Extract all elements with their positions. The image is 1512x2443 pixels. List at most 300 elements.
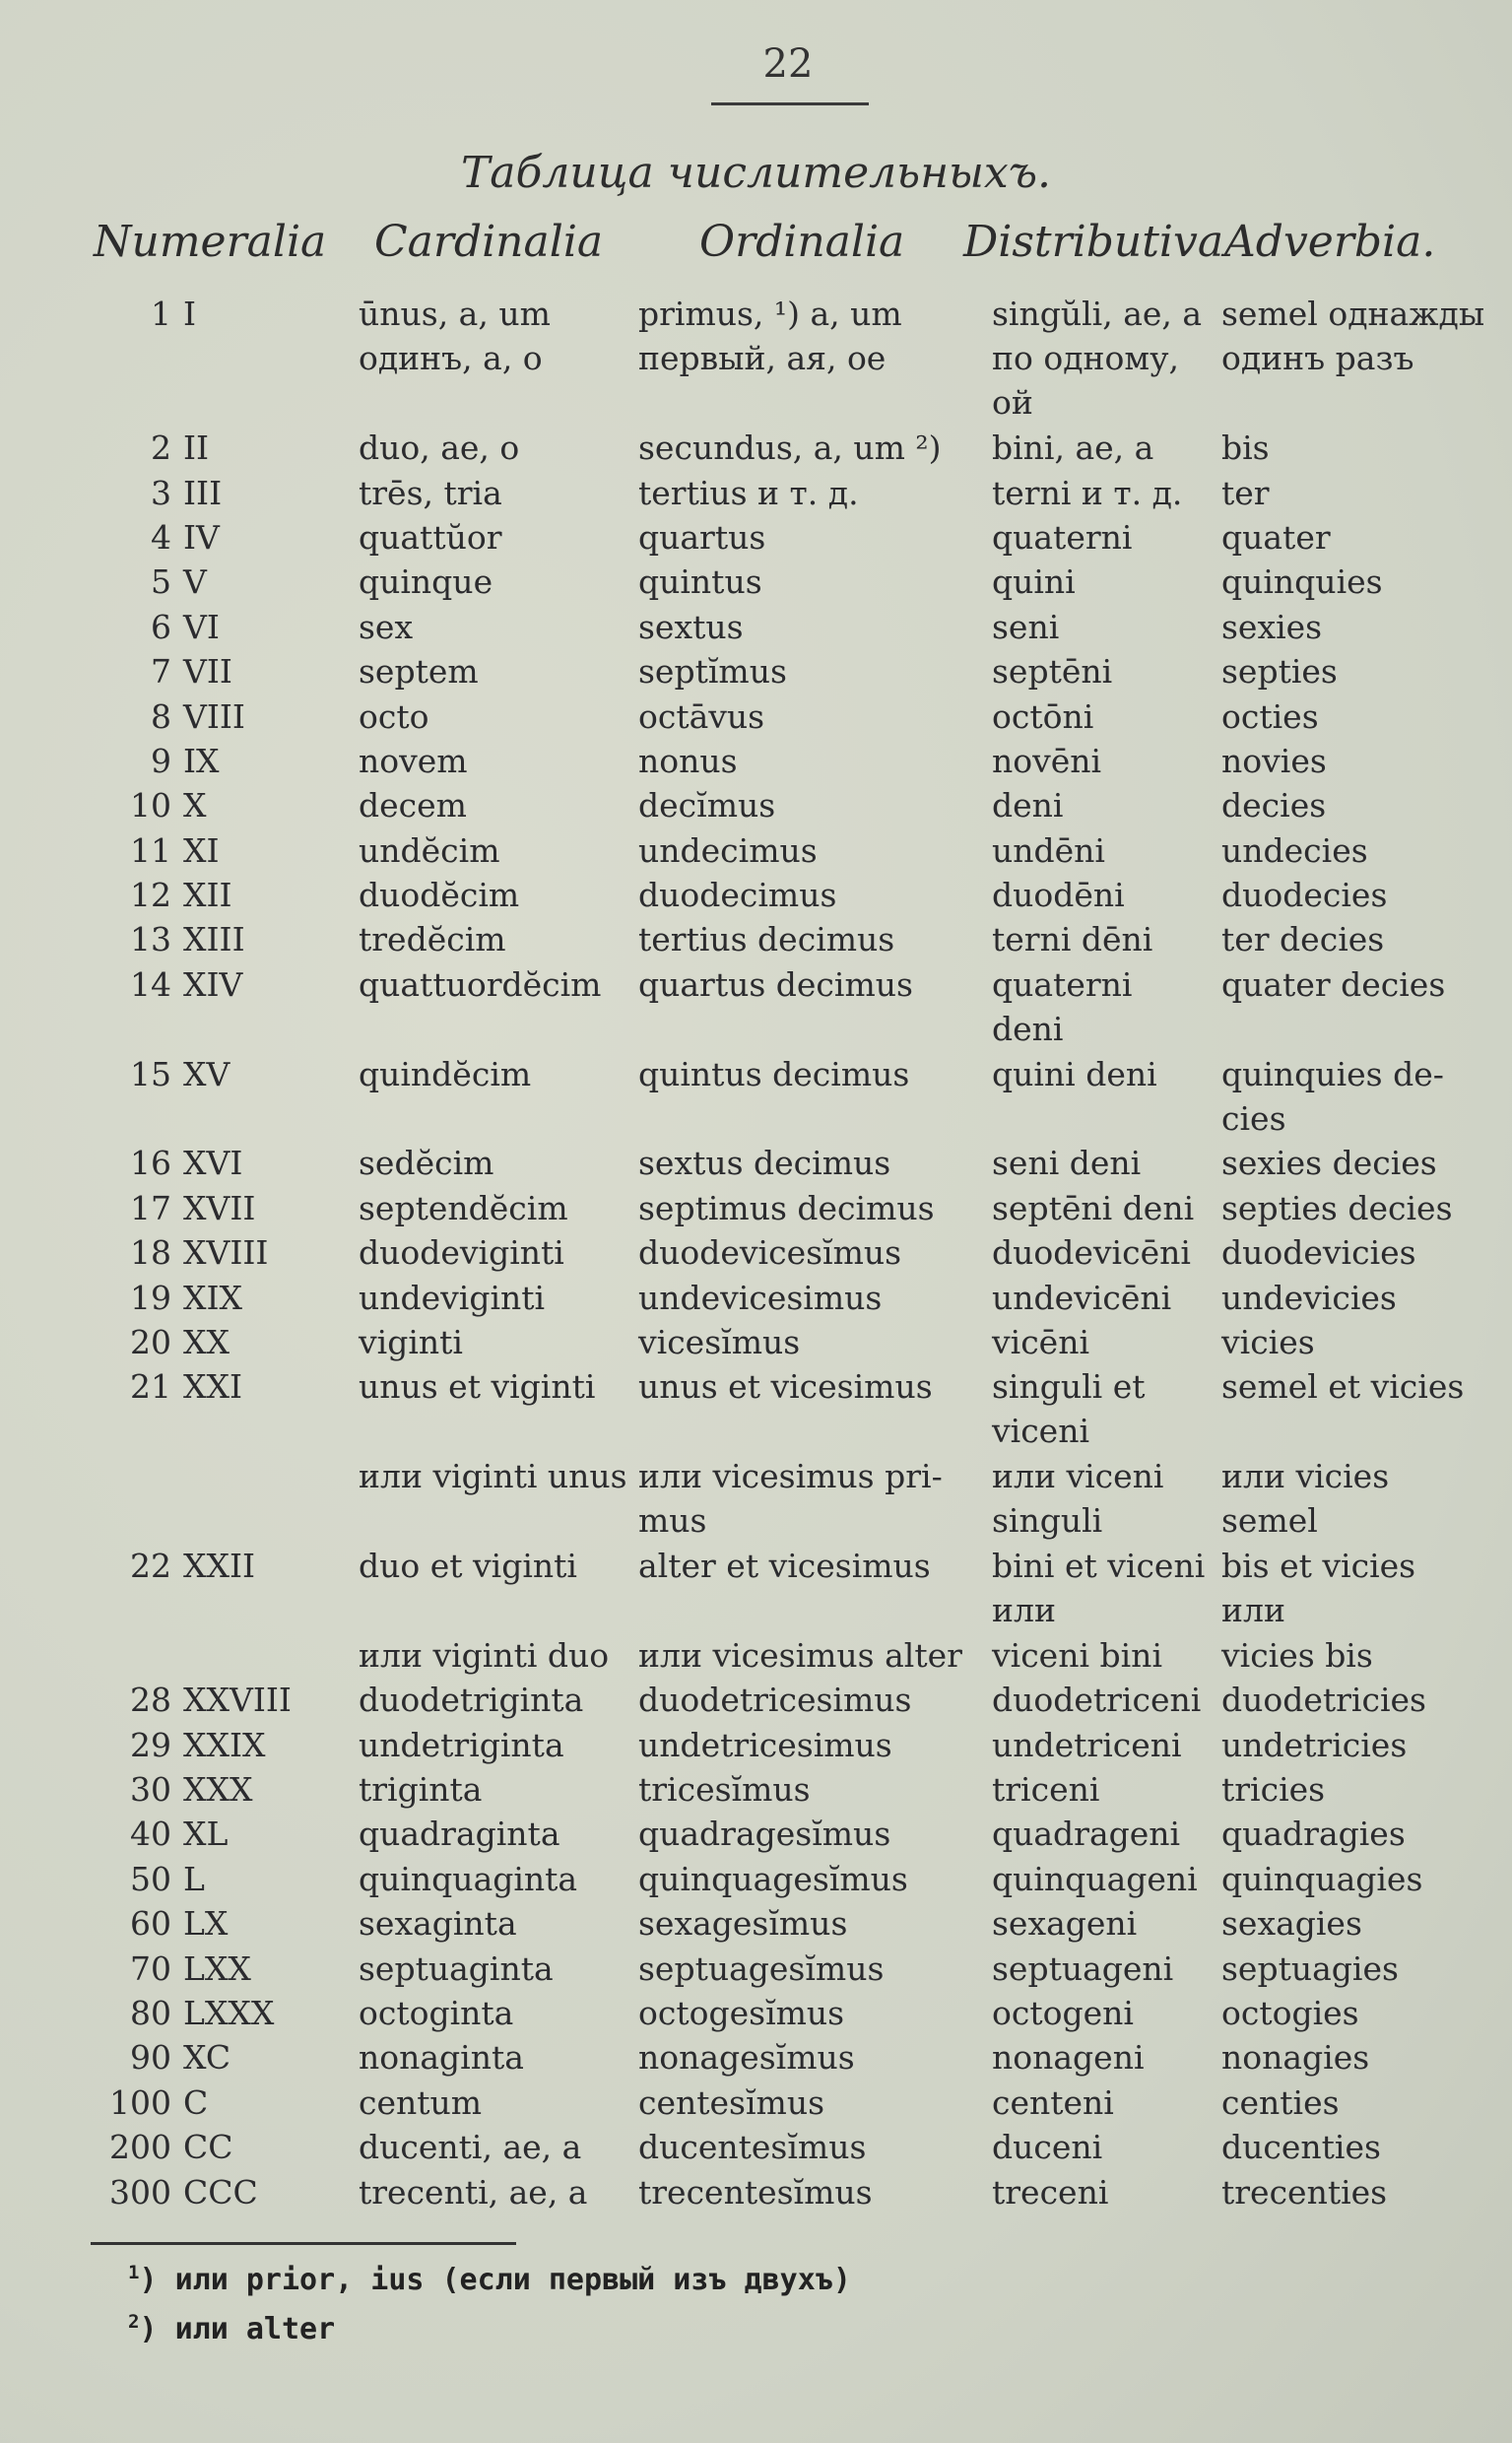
table-row: [0, 1276, 1512, 1320]
roman-cell-line: XIX: [183, 1278, 243, 1317]
adverb-cell-line: или vicies: [1221, 1457, 1390, 1496]
roman-cell-line: CC: [183, 2128, 233, 2167]
distributive-cell: [992, 1364, 1216, 1453]
number-cell-line: 80: [130, 1993, 171, 2032]
number-cell: [99, 1947, 171, 1991]
cardinal-cell-line: unus et viginti: [359, 1367, 596, 1407]
number-cell: [99, 1141, 171, 1185]
roman-cell-line: CCC: [183, 2172, 258, 2212]
distributive-cell: [992, 2125, 1216, 2169]
roman-cell-line: LXXX: [183, 1993, 275, 2032]
page-title: Таблица числительныхъ.: [460, 148, 1052, 198]
table-row: [0, 1544, 1512, 1633]
cardinal-cell-line: octoginta: [359, 1993, 514, 2032]
adverb-cell: [1221, 1947, 1479, 1991]
cardinal-cell-line: tredĕcim: [359, 920, 506, 959]
number-cell-line: 28: [130, 1681, 171, 1720]
ordinal-cell: [638, 1186, 973, 1230]
cardinal-cell-line: ūnus, a, um: [359, 295, 551, 333]
adverb-cell-line: decies: [1221, 786, 1327, 825]
ordinal-cell: [638, 1901, 973, 1946]
ordinal-cell: [638, 1947, 973, 1991]
column-headers: [0, 217, 1512, 286]
ordinal-cell-line: quintus decimus: [638, 1054, 910, 1093]
adverb-cell: [1221, 1052, 1479, 1141]
ordinal-cell: [638, 1767, 973, 1812]
table-row: [0, 917, 1512, 961]
table-row: [0, 515, 1512, 560]
cardinal-cell: [359, 1857, 625, 1901]
ordinal-cell-line: nonus: [638, 741, 738, 780]
roman-cell: [183, 1991, 331, 2035]
footnote-mark: 2: [128, 2311, 140, 2333]
ordinal-cell-line: unus et vicesimus: [638, 1367, 933, 1407]
ordinal-cell: [638, 739, 973, 783]
adverb-cell-line: semel однажды: [1221, 295, 1485, 333]
roman-cell: [183, 605, 331, 649]
roman-cell-line: I: [183, 295, 197, 333]
number-cell-line: 50: [130, 1859, 171, 1898]
distributive-cell: [992, 1991, 1216, 2035]
ordinal-cell-line: tertius и т. д.: [638, 473, 859, 512]
adverb-cell-line: quater: [1221, 517, 1331, 557]
cardinal-cell-line: duodetriginta: [359, 1681, 584, 1720]
number-cell: [99, 605, 171, 649]
cardinal-cell: [359, 2170, 625, 2214]
ordinal-cell: [638, 2080, 973, 2125]
distributive-cell: [992, 1678, 1216, 1722]
adverb-cell-line: vicies: [1221, 1323, 1315, 1362]
ordinal-cell: [638, 1812, 973, 1856]
ordinal-cell: [638, 471, 973, 515]
roman-cell-line: C: [183, 2082, 209, 2122]
ordinal-cell: [638, 515, 973, 560]
adverb-cell: [1221, 515, 1479, 560]
distributive-cell-line: terni dēni: [992, 920, 1153, 959]
number-cell-line: 22: [130, 1547, 171, 1586]
ordinal-cell: [638, 292, 973, 380]
cardinal-cell: [359, 515, 625, 560]
table-row: [0, 649, 1512, 693]
adverb-cell: [1221, 1857, 1479, 1901]
number-cell-line: 2: [151, 429, 171, 468]
adverb-cell: [1221, 2080, 1479, 2125]
roman-cell: [183, 2170, 331, 2214]
cardinal-cell: [359, 292, 625, 380]
cardinal-cell-line: novem: [359, 741, 468, 780]
adverb-cell: [1221, 292, 1485, 380]
roman-cell-line: L: [183, 1859, 205, 1898]
roman-cell: [183, 2080, 331, 2125]
number-cell: [99, 1767, 171, 1812]
cardinal-cell-line: septendĕcim: [359, 1188, 568, 1227]
number-cell-line: 15: [130, 1054, 171, 1093]
table-row: [0, 2080, 1512, 2125]
adverb-cell-line: duodevicies: [1221, 1233, 1416, 1273]
roman-cell-line: XVIII: [183, 1233, 269, 1273]
ordinal-cell-line: primus, ¹) a, um: [638, 295, 902, 333]
ordinal-cell: [638, 1141, 973, 1185]
ordinal-cell: [638, 1723, 973, 1767]
cardinal-cell-line: quattuordĕcim: [359, 964, 602, 1004]
roman-cell: [183, 426, 331, 470]
number-cell: [99, 1723, 171, 1767]
roman-cell-line: XV: [183, 1054, 230, 1093]
roman-cell: [183, 1678, 331, 1722]
table-row: [0, 1052, 1512, 1142]
cardinal-cell-line: decem: [359, 786, 467, 825]
adverb-cell-line: semel et vicies: [1221, 1367, 1465, 1407]
roman-cell: [183, 292, 331, 336]
number-cell-line: 300: [109, 2172, 171, 2212]
table-row: [0, 1230, 1512, 1275]
cardinal-cell: [359, 694, 625, 739]
distributive-cell: [992, 1767, 1216, 1812]
distributive-cell: [992, 1812, 1216, 1856]
ordinal-cell: [638, 783, 973, 827]
distributive-cell: [992, 873, 1216, 917]
roman-cell: [183, 560, 331, 604]
roman-cell: [183, 694, 331, 739]
roman-cell-line: XXIX: [183, 1725, 266, 1764]
ordinal-cell-line: decĭmus: [638, 786, 776, 825]
cardinal-cell: [359, 1544, 625, 1588]
ordinal-cell-line: undecimus: [638, 830, 818, 870]
roman-cell: [183, 873, 331, 917]
number-cell: [99, 873, 171, 917]
distributive-cell: [992, 1276, 1216, 1320]
number-cell: [99, 2080, 171, 2125]
adverb-cell-line: septies: [1221, 652, 1338, 692]
cardinal-cell: [359, 2080, 625, 2125]
roman-cell-line: XXII: [183, 1547, 256, 1586]
roman-cell-line: XX: [183, 1323, 230, 1362]
distributive-cell: [992, 1544, 1216, 1632]
cardinal-cell: [359, 605, 625, 649]
header-cardinalia: Cardinalia: [374, 217, 604, 267]
distributive-cell-line: seni: [992, 607, 1060, 646]
adverb-cell: [1221, 783, 1479, 827]
number-cell-line: 200: [109, 2128, 171, 2167]
number-cell-line: 17: [130, 1188, 171, 1227]
roman-cell-line: VIII: [183, 696, 245, 736]
table-row: [0, 426, 1512, 470]
roman-cell: [183, 1812, 331, 1856]
adverb-cell: [1221, 694, 1479, 739]
roman-cell: [183, 739, 331, 783]
table-row: [0, 2125, 1512, 2169]
number-cell: [99, 2125, 171, 2169]
adverb-cell-line: quater decies: [1221, 964, 1446, 1004]
number-cell-line: 90: [130, 2038, 171, 2078]
adverb-cell: [1221, 2125, 1479, 2169]
table-row: [0, 1767, 1512, 1812]
number-cell-line: 10: [130, 786, 171, 825]
adverb-cell-line: vicies bis: [1221, 1635, 1373, 1675]
distributive-cell-line: septēni deni: [992, 1188, 1195, 1227]
distributive-cell-line: duceni: [992, 2128, 1103, 2167]
ordinal-cell: [638, 605, 973, 649]
distributive-cell-line: deni: [992, 786, 1064, 825]
cardinal-cell-line: duo et viginti: [359, 1547, 577, 1586]
adverb-cell-line: cies: [1221, 1098, 1286, 1138]
adverb-cell-line: quadragies: [1221, 1815, 1406, 1854]
cardinal-cell-line: sexaginta: [359, 1904, 517, 1944]
ordinal-cell-line: mus: [638, 1501, 707, 1541]
cardinal-cell: [359, 1633, 625, 1678]
adverb-cell: [1221, 1186, 1479, 1230]
number-cell: [99, 1901, 171, 1946]
cardinal-cell: [359, 1812, 625, 1856]
ordinal-cell: [638, 649, 973, 693]
distributive-cell: [992, 1723, 1216, 1767]
adverb-cell-line: duodecies: [1221, 876, 1388, 915]
number-cell-line: 20: [130, 1323, 171, 1362]
cardinal-cell: [359, 1230, 625, 1275]
distributive-cell-line: quini deni: [992, 1054, 1157, 1093]
ordinal-cell: [638, 1633, 973, 1678]
cardinal-cell: [359, 1276, 625, 1320]
number-cell: [99, 1544, 171, 1588]
footnote-text: ) или alter: [139, 2312, 336, 2346]
ordinal-cell-line: septuagesĭmus: [638, 1948, 885, 1988]
ordinal-cell-line: sexagesĭmus: [638, 1904, 848, 1944]
table-row: [0, 605, 1512, 649]
distributive-cell-line: quaterni: [992, 517, 1133, 557]
number-cell: [99, 1230, 171, 1275]
ordinal-cell-line: octāvus: [638, 696, 765, 736]
cardinal-cell: [359, 471, 625, 515]
table-row: [0, 1678, 1512, 1722]
distributive-cell: [992, 1230, 1216, 1275]
ordinal-cell: [638, 560, 973, 604]
roman-cell-line: XXX: [183, 1769, 253, 1809]
adverb-cell: [1221, 2035, 1479, 2080]
number-cell-line: 19: [130, 1278, 171, 1317]
cardinal-cell-line: octo: [359, 696, 429, 736]
distributive-cell: [992, 2035, 1216, 2080]
cardinal-cell-line: sex: [359, 607, 414, 646]
distributive-cell: [992, 783, 1216, 827]
adverb-cell: [1221, 1544, 1479, 1632]
roman-cell-line: XI: [183, 830, 220, 870]
ordinal-cell: [638, 1857, 973, 1901]
table-row: [0, 292, 1512, 426]
cardinal-cell: [359, 1141, 625, 1185]
number-cell: [99, 1857, 171, 1901]
cardinal-cell-line: sedĕcim: [359, 1144, 494, 1183]
table-row: [0, 1141, 1512, 1185]
adverb-cell: [1221, 1633, 1479, 1678]
number-cell-line: 3: [151, 473, 171, 512]
cardinal-cell-line: одинъ, а, о: [359, 339, 543, 377]
cardinal-cell-line: duodeviginti: [359, 1233, 564, 1273]
adverb-cell: [1221, 1141, 1479, 1185]
distributive-cell: [992, 962, 1216, 1051]
page-number-rule: [711, 102, 869, 105]
roman-cell: [183, 515, 331, 560]
cardinal-cell-line: ducenti, ae, a: [359, 2128, 582, 2167]
distributive-cell-line: quini: [992, 562, 1076, 602]
adverb-cell: [1221, 828, 1479, 873]
distributive-cell-line: octogeni: [992, 1993, 1134, 2032]
distributive-cell-line: duodēni: [992, 876, 1125, 915]
number-cell: [99, 471, 171, 515]
number-cell-line: 7: [151, 652, 171, 692]
roman-cell: [183, 2035, 331, 2080]
distributive-cell-line: quadrageni: [992, 1815, 1181, 1854]
distributive-cell-line: duodetriceni: [992, 1681, 1202, 1720]
table-row: [0, 783, 1512, 827]
cardinal-cell: [359, 1052, 625, 1096]
ordinal-cell-line: undetricesimus: [638, 1725, 892, 1764]
number-cell: [99, 292, 171, 336]
ordinal-cell-line: первый, ая, ое: [638, 339, 887, 377]
distributive-cell: [992, 292, 1216, 425]
ordinal-cell-line: centesĭmus: [638, 2082, 825, 2122]
number-cell: [99, 783, 171, 827]
table-row: [0, 1991, 1512, 2035]
roman-cell: [183, 1901, 331, 1946]
footnotes: [128, 2252, 851, 2350]
roman-cell: [183, 1186, 331, 1230]
adverb-cell-line: trecenties: [1221, 2172, 1388, 2212]
number-cell-line: 70: [130, 1948, 171, 1988]
adverb-cell: [1221, 1364, 1479, 1409]
cardinal-cell: [359, 1767, 625, 1812]
cardinal-cell: [359, 2125, 625, 2169]
distributive-cell-line: ой: [992, 383, 1033, 422]
number-cell-line: 9: [151, 741, 171, 780]
roman-cell: [183, 649, 331, 693]
cardinal-cell: [359, 1678, 625, 1722]
distributive-cell-line: viceni: [992, 1412, 1090, 1451]
roman-cell-line: XII: [183, 876, 232, 915]
ordinal-cell-line: secundus, a, um ²): [638, 429, 942, 468]
roman-cell-line: XVII: [183, 1188, 256, 1227]
adverb-cell-line: septuagies: [1221, 1948, 1399, 1988]
distributive-cell: [992, 1947, 1216, 1991]
ordinal-cell: [638, 1320, 973, 1364]
distributive-cell: [992, 1141, 1216, 1185]
adverb-cell-line: sexagies: [1221, 1904, 1362, 1944]
table-row: [0, 560, 1512, 604]
ordinal-cell: [638, 873, 973, 917]
distributive-cell-line: duodevicēni: [992, 1233, 1191, 1273]
cardinal-cell-line: или viginti duo: [359, 1635, 610, 1675]
adverb-cell: [1221, 1812, 1479, 1856]
cardinal-cell: [359, 1320, 625, 1364]
distributive-cell: [992, 1186, 1216, 1230]
ordinal-cell: [638, 1230, 973, 1275]
adverb-cell-line: tricies: [1221, 1769, 1326, 1809]
ordinal-cell-line: alter et vicesimus: [638, 1547, 931, 1586]
footnote-rule: [91, 2242, 516, 2245]
roman-cell-line: IV: [183, 517, 220, 557]
ordinal-cell-line: tertius decimus: [638, 920, 895, 959]
number-cell-line: 6: [151, 607, 171, 646]
number-cell: [99, 1052, 171, 1096]
distributive-cell: [992, 515, 1216, 560]
distributive-cell-line: seni deni: [992, 1144, 1142, 1183]
distributive-cell-line: triceni: [992, 1769, 1100, 1809]
table-row: [0, 1454, 1512, 1544]
roman-cell-line: VII: [183, 652, 232, 692]
distributive-cell: [992, 2080, 1216, 2125]
number-cell: [99, 2035, 171, 2080]
ordinal-cell: [638, 962, 973, 1007]
roman-cell-line: XXI: [183, 1367, 243, 1407]
number-cell: [99, 1186, 171, 1230]
number-cell-line: 100: [109, 2082, 171, 2122]
distributive-cell-line: undēni: [992, 830, 1105, 870]
distributive-cell-line: vicēni: [992, 1323, 1090, 1362]
adverb-cell: [1221, 1723, 1479, 1767]
distributive-cell: [992, 1052, 1216, 1096]
footnote-item: [128, 2252, 851, 2301]
roman-cell: [183, 1947, 331, 1991]
adverb-cell-line: ter: [1221, 473, 1270, 512]
table-row: [0, 1723, 1512, 1767]
roman-cell: [183, 1767, 331, 1812]
number-cell: [99, 1678, 171, 1722]
number-cell-line: 16: [130, 1144, 171, 1183]
roman-cell: [183, 1857, 331, 1901]
number-cell-line: 4: [151, 517, 171, 557]
ordinal-cell: [638, 2170, 973, 2214]
table-row: [0, 1901, 1512, 1946]
adverb-cell: [1221, 471, 1479, 515]
adverb-cell: [1221, 1767, 1479, 1812]
number-cell-line: 5: [151, 562, 171, 602]
ordinal-cell-line: quartus: [638, 517, 766, 557]
adverb-cell-line: quinquies: [1221, 562, 1383, 602]
roman-cell: [183, 1723, 331, 1767]
number-cell-line: 13: [130, 920, 171, 959]
footnote-mark: 1: [128, 2262, 140, 2283]
distributive-cell-line: или viceni: [992, 1457, 1164, 1496]
number-cell: [99, 1320, 171, 1364]
cardinal-cell: [359, 873, 625, 917]
cardinal-cell-line: undeviginti: [359, 1278, 546, 1317]
table-row: [0, 1857, 1512, 1901]
adverb-cell-line: septies decies: [1221, 1188, 1453, 1227]
roman-cell: [183, 962, 331, 1007]
roman-cell: [183, 1276, 331, 1320]
roman-cell-line: LX: [183, 1904, 229, 1944]
number-cell: [99, 828, 171, 873]
ordinal-cell: [638, 1544, 973, 1588]
roman-cell-line: X: [183, 786, 207, 825]
adverb-cell-line: или: [1221, 1591, 1285, 1630]
adverb-cell: [1221, 1991, 1479, 2035]
ordinal-cell-line: quintus: [638, 562, 762, 602]
number-cell: [99, 962, 171, 1007]
roman-cell: [183, 1544, 331, 1588]
adverb-cell: [1221, 739, 1479, 783]
roman-cell: [183, 471, 331, 515]
cardinal-cell: [359, 1454, 625, 1498]
number-cell: [99, 426, 171, 470]
distributive-cell: [992, 2170, 1216, 2214]
table-row: [0, 1633, 1512, 1678]
ordinal-cell: [638, 2125, 973, 2169]
roman-cell-line: LXX: [183, 1948, 251, 1988]
table-row: [0, 1320, 1512, 1364]
adverb-cell-line: bis et vicies: [1221, 1547, 1416, 1586]
distributive-cell: [992, 917, 1216, 961]
distributive-cell-line: singŭli, ae, a: [992, 295, 1203, 333]
